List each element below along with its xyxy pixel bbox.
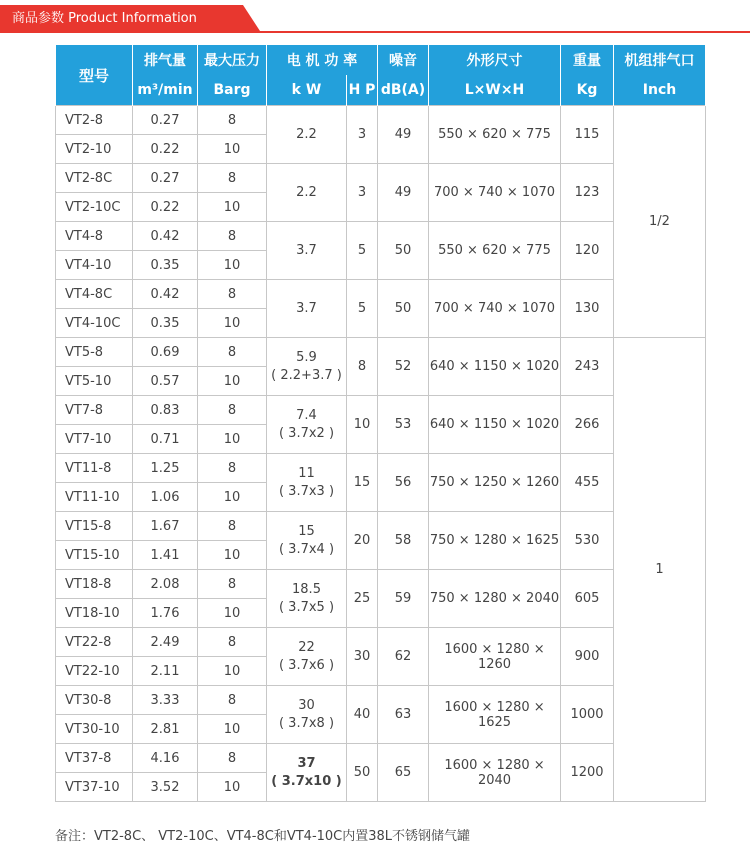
header-flow-unit: m³/min: [133, 75, 198, 106]
header-kw-unit: k W: [267, 75, 347, 106]
model-cell: VT30-8: [56, 686, 133, 715]
kw-detail: ( 3.7x5 ): [278, 599, 335, 615]
pressure-cell: 8: [198, 512, 267, 541]
flow-cell: 0.27: [133, 106, 198, 135]
model-cell: VT2-8C: [56, 164, 133, 193]
kw-value: 3.7: [296, 242, 317, 258]
model-cell: VT4-10C: [56, 309, 133, 338]
pressure-cell: 10: [198, 715, 267, 744]
table-row: [56, 222, 706, 251]
weight-cell: 605: [561, 570, 614, 628]
header-pressure-unit: Barg: [198, 75, 267, 106]
flow-cell: 2.08: [133, 570, 198, 599]
noise-cell: 59: [378, 570, 429, 628]
kw-cell: [267, 686, 347, 744]
pressure-cell: 8: [198, 164, 267, 193]
kw-cell: [267, 570, 347, 628]
model-cell: VT7-8: [56, 396, 133, 425]
kw-detail: ( 3.7x6 ): [278, 657, 335, 673]
pressure-cell: 8: [198, 106, 267, 135]
pressure-cell: 10: [198, 367, 267, 396]
noise-cell: 62: [378, 628, 429, 686]
header-dimensions: 外形尺寸: [429, 45, 561, 75]
kw-value: 37: [297, 755, 316, 771]
kw-value: 18.5: [292, 581, 321, 597]
section-banner: [0, 0, 750, 34]
model-cell: VT22-8: [56, 628, 133, 657]
kw-cell: [267, 106, 347, 164]
noise-cell: 63: [378, 686, 429, 744]
flow-cell: 1.76: [133, 599, 198, 628]
kw-detail: ( 3.7x10 ): [271, 773, 342, 789]
model-cell: VT15-10: [56, 541, 133, 570]
pressure-cell: 10: [198, 483, 267, 512]
pressure-cell: 10: [198, 251, 267, 280]
table-row: [56, 454, 706, 483]
dimensions-cell: 1600 × 1280 × 1260: [429, 628, 561, 686]
weight-cell: 1200: [561, 744, 614, 802]
flow-cell: 1.67: [133, 512, 198, 541]
flow-cell: 0.22: [133, 135, 198, 164]
noise-cell: 49: [378, 164, 429, 222]
kw-detail: ( 3.7x4 ): [278, 541, 335, 557]
noise-cell: 58: [378, 512, 429, 570]
outlet-cell: 1/2: [614, 106, 706, 338]
noise-cell: 52: [378, 338, 429, 396]
model-cell: VT4-10: [56, 251, 133, 280]
header-hp-unit: H P: [347, 75, 378, 106]
flow-cell: 2.11: [133, 657, 198, 686]
kw-cell: [267, 280, 347, 338]
pressure-cell: 10: [198, 599, 267, 628]
model-cell: VT7-10: [56, 425, 133, 454]
kw-cell: [267, 396, 347, 454]
kw-cell: [267, 744, 347, 802]
kw-value: 30: [298, 697, 315, 713]
kw-value: 15: [298, 523, 315, 539]
weight-cell: 123: [561, 164, 614, 222]
header-motor-power: 电 机 功 率: [267, 45, 378, 75]
header-model: 型号: [56, 45, 133, 106]
kw-cell: [267, 164, 347, 222]
flow-cell: 3.33: [133, 686, 198, 715]
model-cell: VT2-10: [56, 135, 133, 164]
hp-cell: 3: [347, 106, 378, 164]
dimensions-cell: 1600 × 1280 × 2040: [429, 744, 561, 802]
pressure-cell: 8: [198, 686, 267, 715]
header-weight: 重量: [561, 45, 614, 75]
table-row: [56, 686, 706, 715]
kw-detail: ( 3.7x3 ): [278, 483, 335, 499]
pressure-cell: 10: [198, 425, 267, 454]
flow-cell: 3.52: [133, 773, 198, 802]
kw-value: 22: [298, 639, 315, 655]
model-cell: VT11-8: [56, 454, 133, 483]
weight-cell: 115: [561, 106, 614, 164]
header-flow: 排气量: [133, 45, 198, 75]
dimensions-cell: 640 × 1150 × 1020: [429, 338, 561, 396]
dimensions-cell: 750 × 1250 × 1260: [429, 454, 561, 512]
weight-cell: 243: [561, 338, 614, 396]
flow-cell: 0.27: [133, 164, 198, 193]
weight-cell: 266: [561, 396, 614, 454]
weight-cell: 1000: [561, 686, 614, 744]
model-cell: VT18-8: [56, 570, 133, 599]
table-row: [56, 628, 706, 657]
header-outlet: 机组排气口: [614, 45, 706, 75]
outlet-cell: 1: [614, 338, 706, 802]
table-row: [56, 570, 706, 599]
header-pressure: 最大压力: [198, 45, 267, 75]
pressure-cell: 8: [198, 454, 267, 483]
dimensions-cell: 750 × 1280 × 2040: [429, 570, 561, 628]
hp-cell: 40: [347, 686, 378, 744]
noise-cell: 53: [378, 396, 429, 454]
header-outlet-unit: Inch: [614, 75, 706, 106]
pressure-cell: 10: [198, 309, 267, 338]
hp-cell: 8: [347, 338, 378, 396]
model-cell: VT37-10: [56, 773, 133, 802]
header-dimensions-unit: L×W×H: [429, 75, 561, 106]
model-cell: VT4-8: [56, 222, 133, 251]
model-cell: VT37-8: [56, 744, 133, 773]
table-row: [56, 338, 706, 367]
pressure-cell: 10: [198, 193, 267, 222]
kw-value: 2.2: [296, 184, 317, 200]
noise-cell: 50: [378, 280, 429, 338]
hp-cell: 10: [347, 396, 378, 454]
pressure-cell: 8: [198, 628, 267, 657]
model-cell: VT2-10C: [56, 193, 133, 222]
hp-cell: 30: [347, 628, 378, 686]
flow-cell: 0.35: [133, 309, 198, 338]
pressure-cell: 8: [198, 744, 267, 773]
table-row: [56, 106, 706, 135]
dimensions-cell: 550 × 620 × 775: [429, 222, 561, 280]
flow-cell: 2.49: [133, 628, 198, 657]
model-cell: VT2-8: [56, 106, 133, 135]
table-row: [56, 396, 706, 425]
pressure-cell: 8: [198, 570, 267, 599]
noise-cell: 49: [378, 106, 429, 164]
model-cell: VT15-8: [56, 512, 133, 541]
hp-cell: 50: [347, 744, 378, 802]
noise-cell: 50: [378, 222, 429, 280]
kw-cell: [267, 628, 347, 686]
flow-cell: 0.69: [133, 338, 198, 367]
dimensions-cell: 750 × 1280 × 1625: [429, 512, 561, 570]
hp-cell: 5: [347, 280, 378, 338]
model-cell: VT4-8C: [56, 280, 133, 309]
flow-cell: 2.81: [133, 715, 198, 744]
model-cell: VT5-10: [56, 367, 133, 396]
kw-value: 5.9: [296, 349, 317, 365]
table-row: [56, 512, 706, 541]
dimensions-cell: 1600 × 1280 × 1625: [429, 686, 561, 744]
banner-title: 商品参数 Product Information: [12, 11, 197, 26]
hp-cell: 25: [347, 570, 378, 628]
flow-cell: 0.83: [133, 396, 198, 425]
dimensions-cell: 700 × 740 × 1070: [429, 164, 561, 222]
weight-cell: 455: [561, 454, 614, 512]
weight-cell: 530: [561, 512, 614, 570]
spec-table-body: [56, 106, 706, 802]
kw-value: 11: [298, 465, 315, 481]
dimensions-cell: 640 × 1150 × 1020: [429, 396, 561, 454]
pressure-cell: 8: [198, 396, 267, 425]
pressure-cell: 8: [198, 222, 267, 251]
weight-cell: 130: [561, 280, 614, 338]
flow-cell: 4.16: [133, 744, 198, 773]
kw-value: 7.4: [296, 407, 317, 423]
model-cell: VT22-10: [56, 657, 133, 686]
model-cell: VT5-8: [56, 338, 133, 367]
kw-cell: [267, 512, 347, 570]
hp-cell: 20: [347, 512, 378, 570]
noise-cell: 56: [378, 454, 429, 512]
pressure-cell: 10: [198, 541, 267, 570]
table-row: [56, 744, 706, 773]
product-spec-table: [55, 45, 706, 802]
table-row: [56, 164, 706, 193]
kw-detail: ( 3.7x8 ): [278, 715, 335, 731]
pressure-cell: 8: [198, 280, 267, 309]
flow-cell: 0.71: [133, 425, 198, 454]
kw-cell: [267, 454, 347, 512]
model-cell: VT18-10: [56, 599, 133, 628]
kw-detail: ( 3.7x2 ): [278, 425, 335, 441]
header-noise-unit: dB(A): [378, 75, 429, 106]
flow-cell: 0.42: [133, 280, 198, 309]
kw-detail: ( 2.2+3.7 ): [271, 367, 342, 383]
hp-cell: 5: [347, 222, 378, 280]
pressure-cell: 10: [198, 657, 267, 686]
flow-cell: 0.42: [133, 222, 198, 251]
flow-cell: 0.22: [133, 193, 198, 222]
flow-cell: 0.57: [133, 367, 198, 396]
weight-cell: 120: [561, 222, 614, 280]
flow-cell: 1.06: [133, 483, 198, 512]
dimensions-cell: 700 × 740 × 1070: [429, 280, 561, 338]
kw-value: 3.7: [296, 300, 317, 316]
flow-cell: 1.41: [133, 541, 198, 570]
kw-value: 2.2: [296, 126, 317, 142]
weight-cell: 900: [561, 628, 614, 686]
flow-cell: 1.25: [133, 454, 198, 483]
model-cell: VT11-10: [56, 483, 133, 512]
hp-cell: 3: [347, 164, 378, 222]
kw-cell: [267, 222, 347, 280]
kw-cell: [267, 338, 347, 396]
flow-cell: 0.35: [133, 251, 198, 280]
banner-underline: [0, 31, 750, 33]
hp-cell: 15: [347, 454, 378, 512]
dimensions-cell: 550 × 620 × 775: [429, 106, 561, 164]
pressure-cell: 8: [198, 338, 267, 367]
footnote: 备注：VT2-8C、 VT2-10C、VT4-8C和VT4-10C内置38L不锈钢储气罐: [55, 829, 471, 844]
model-cell: VT30-10: [56, 715, 133, 744]
table-row: [56, 280, 706, 309]
pressure-cell: 10: [198, 135, 267, 164]
header-noise: 噪音: [378, 45, 429, 75]
pressure-cell: 10: [198, 773, 267, 802]
header-weight-unit: Kg: [561, 75, 614, 106]
noise-cell: 65: [378, 744, 429, 802]
